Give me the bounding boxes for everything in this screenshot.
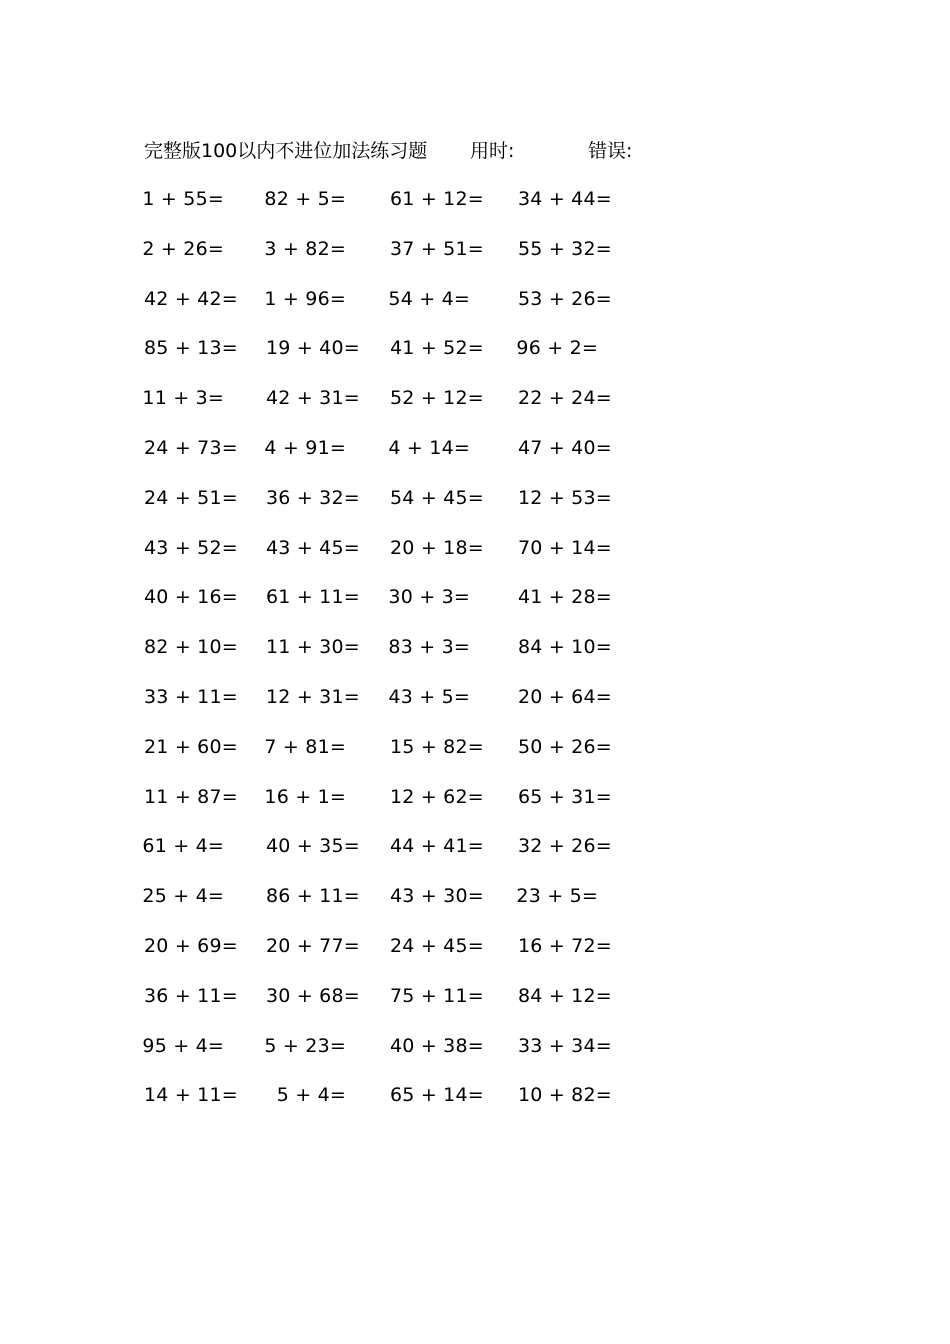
- problem-item: 52 + 12=: [390, 387, 484, 410]
- problem-item: 47 + 40=: [518, 436, 612, 459]
- problem-item: 61 + 12=: [390, 188, 484, 210]
- problem-item: 83 + 3=: [388, 636, 470, 659]
- problem-item: 43 + 5=: [388, 685, 470, 708]
- problem-item: 85 + 13=: [144, 337, 238, 360]
- problem-item: 33 + 11=: [144, 685, 238, 708]
- problem-item: 43 + 45=: [266, 536, 360, 559]
- problem-item: 70 + 14=: [518, 536, 612, 559]
- problem-row: [0, 883, 950, 933]
- problem-item: 5 + 4=: [276, 1084, 346, 1107]
- problem-item: 12 + 62=: [390, 785, 484, 808]
- problem-row: [0, 485, 950, 535]
- problem-item: 5 + 23=: [264, 1034, 346, 1057]
- problem-item: 50 + 26=: [518, 735, 612, 758]
- problem-item: 16 + 72=: [518, 934, 612, 957]
- problem-item: 40 + 38=: [390, 1034, 484, 1057]
- problem-row: [0, 584, 950, 634]
- problem-item: 12 + 53=: [518, 486, 612, 509]
- problem-row: [0, 634, 950, 684]
- problem-item: 82 + 10=: [144, 636, 238, 659]
- problem-item: 20 + 18=: [390, 536, 484, 559]
- problem-row: [0, 933, 950, 983]
- problem-item: 20 + 77=: [266, 934, 360, 957]
- problem-item: 11 + 3=: [142, 387, 224, 410]
- problem-item: 65 + 31=: [518, 785, 612, 808]
- problem-item: 40 + 16=: [144, 586, 238, 609]
- problem-item: 10 + 82=: [518, 1084, 612, 1107]
- problem-item: 84 + 10=: [518, 636, 612, 659]
- problem-row: [0, 385, 950, 435]
- worksheet-title: 完整版100以内不进位加法练习题: [144, 140, 428, 162]
- problem-item: 4 + 14=: [388, 436, 470, 459]
- problem-item: 65 + 14=: [390, 1084, 484, 1107]
- problem-item: 16 + 1=: [264, 785, 346, 808]
- problem-item: 86 + 11=: [266, 885, 360, 908]
- problem-row: [0, 734, 950, 784]
- problem-row: [0, 435, 950, 485]
- problem-item: 54 + 4=: [388, 287, 470, 310]
- problem-item: 84 + 12=: [518, 984, 612, 1007]
- problem-item: 22 + 24=: [518, 387, 612, 410]
- problem-item: 43 + 52=: [144, 536, 238, 559]
- problem-item: 23 + 5=: [516, 885, 598, 908]
- problem-item: 32 + 26=: [518, 835, 612, 858]
- problem-item: 37 + 51=: [390, 237, 484, 260]
- problem-item: 19 + 40=: [266, 337, 360, 360]
- problem-row: [0, 286, 950, 336]
- time-label: 用时:: [470, 140, 515, 162]
- problem-item: 42 + 31=: [266, 387, 360, 410]
- problem-item: 12 + 31=: [266, 685, 360, 708]
- problem-item: 33 + 34=: [518, 1034, 612, 1057]
- worksheet-header: [144, 138, 664, 164]
- problem-item: 1 + 96=: [264, 287, 346, 310]
- problem-item: 41 + 52=: [390, 337, 484, 360]
- problem-item: 44 + 41=: [390, 835, 484, 858]
- problem-item: 3 + 82=: [264, 237, 346, 260]
- problem-item: 21 + 60=: [144, 735, 238, 758]
- problem-item: 36 + 11=: [144, 984, 238, 1007]
- problem-item: 36 + 32=: [266, 486, 360, 509]
- problem-item: 54 + 45=: [390, 486, 484, 509]
- problem-row: [0, 784, 950, 834]
- problem-item: 30 + 68=: [266, 984, 360, 1007]
- problem-item: 24 + 45=: [390, 934, 484, 957]
- problem-item: 40 + 35=: [266, 835, 360, 858]
- problem-item: 75 + 11=: [390, 984, 484, 1007]
- problem-row: [0, 1033, 950, 1083]
- problem-item: 1 + 55=: [142, 188, 224, 210]
- problem-item: 20 + 69=: [144, 934, 238, 957]
- problem-item: 15 + 82=: [390, 735, 484, 758]
- problem-row: [0, 535, 950, 585]
- problem-row: [0, 1082, 950, 1132]
- problem-item: 7 + 81=: [264, 735, 346, 758]
- problem-item: 20 + 64=: [518, 685, 612, 708]
- problem-item: 55 + 32=: [518, 237, 612, 260]
- problem-row: [0, 335, 950, 385]
- problem-row: [0, 684, 950, 734]
- problem-item: 53 + 26=: [518, 287, 612, 310]
- problem-item: 24 + 51=: [144, 486, 238, 509]
- problem-item: 82 + 5=: [264, 188, 346, 210]
- problem-item: 96 + 2=: [516, 337, 598, 360]
- problem-item: 42 + 42=: [144, 287, 238, 310]
- problem-item: 4 + 91=: [264, 436, 346, 459]
- problem-item: 43 + 30=: [390, 885, 484, 908]
- problem-item: 2 + 26=: [142, 237, 224, 260]
- problem-row: [0, 186, 950, 236]
- problem-item: 25 + 4=: [142, 885, 224, 908]
- problem-item: 14 + 11=: [144, 1084, 238, 1107]
- problem-row: [0, 983, 950, 1033]
- problem-item: 61 + 4=: [142, 835, 224, 858]
- problem-row: [0, 833, 950, 883]
- problem-item: 11 + 30=: [266, 636, 360, 659]
- problem-grid: [0, 186, 950, 1132]
- problem-item: 11 + 87=: [144, 785, 238, 808]
- problem-item: 34 + 44=: [518, 188, 612, 210]
- problem-item: 95 + 4=: [142, 1034, 224, 1057]
- problem-item: 30 + 3=: [388, 586, 470, 609]
- problem-item: 61 + 11=: [266, 586, 360, 609]
- problem-item: 24 + 73=: [144, 436, 238, 459]
- problem-row: [0, 236, 950, 286]
- problem-item: 41 + 28=: [518, 586, 612, 609]
- error-label: 错误:: [588, 140, 633, 162]
